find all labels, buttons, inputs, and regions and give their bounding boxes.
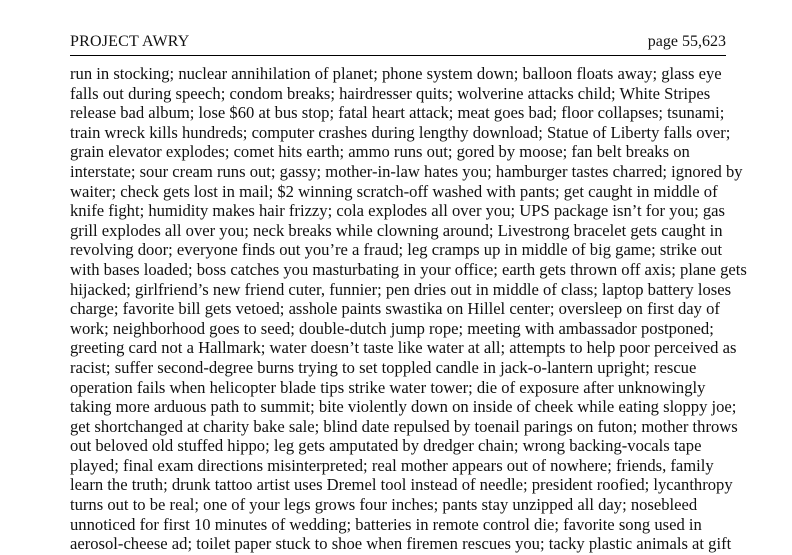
text-line: run in stocking; nuclear annihilation of planet; phone system down; balloon floats away; glass eye	[70, 64, 722, 83]
text-line: release bad album; lose $60 at bus stop; fatal heart attack; meat goes bad; floor collapses; tsunami;	[70, 103, 725, 123]
text-line: knife fight; humidity makes hair frizzy; cola explodes all over you; UPS package isn’t for you; gas	[70, 201, 725, 221]
text-line: waiter; check gets lost in mail; $2 winning scratch-off washed with pants; get caught in middle of	[70, 181, 718, 201]
text-line: get shortchanged at charity bake sale; blind date repulsed by toenail parings on futon; mother throws	[70, 416, 738, 436]
text-line: with bases loaded; boss catches you masturbating in your office; earth gets thrown off axis; plane gets	[70, 259, 747, 279]
text-line: train wreck kills hundreds; computer crashes during lengthy download; Statue of Liberty falls over;	[70, 122, 731, 142]
text-line: played; final exam directions misinterpreted; real mother appears out of nowhere; friends, family	[70, 455, 714, 475]
text-line: unnoticed for first 10 minutes of wedding; batteries in remote control die; favorite song used in	[70, 514, 702, 534]
header-title: PROJECT AWRY	[70, 33, 190, 50]
text-line: charge; favorite bill gets vetoed; asshole paints swastika on Hillel center; oversleep on first day of	[70, 299, 720, 319]
text-line: interstate; sour cream runs out; gassy; mother-in-law hates you; hamburger tastes charred; ignored by	[70, 161, 743, 181]
text-line: greeting card not a Hallmark; water doesn’t taste like water at all; attempts to help poor perceived as	[70, 338, 737, 358]
text-line: aerosol-cheese ad; toilet paper stuck to shoe when firemen rescues you; tacky plastic animals at gift	[70, 534, 732, 554]
text-line: operation fails when helicopter blade tips strike water tower; die of exposure after unknowingly	[70, 377, 706, 397]
page-header	[70, 31, 726, 56]
page-number: page 55,623	[647, 33, 726, 50]
text-line: taking more arduous path to summit; bite violently down on inside of cheek while eating sloppy joe;	[70, 397, 737, 417]
text-line: falls out during speech; condom breaks; hairdresser quits; wolverine attacks child; White Stripes	[70, 83, 711, 103]
text-line: racist; suffer second-degree burns trying to set toppled candle in jack-o-lantern upright; rescue	[70, 357, 697, 377]
text-line: hijacked; girlfriend’s new friend cuter, funnier; pen dries out in middle of class; laptop battery loses	[70, 279, 732, 299]
text-line: learn the truth; drunk tattoo artist uses Dremel tool instead of needle; president roofied; lycanthropy	[70, 475, 733, 495]
text-line: turns out to be real; one of your legs grows four inches; pants stay unzipped all day; nosebleed	[70, 495, 698, 515]
text-line: revolving door; everyone finds out you’re a fraud; leg cramps up in middle of big game; strike out	[70, 240, 723, 260]
text-line: out beloved old stuffed hippo; leg gets amputated by dredger chain; wrong backing-vocals tape	[70, 436, 702, 456]
text-line: work; neighborhood goes to seed; double-dutch jump rope; meeting with ambassador postponed;	[70, 318, 714, 338]
text-line: grain elevator explodes; comet hits earth; ammo runs out; gored by moose; fan belt breaks on	[70, 142, 690, 162]
body-text	[70, 64, 747, 554]
text-line: grill explodes all over you; neck breaks while clowning around; Livestrong bracelet gets caught in	[70, 220, 723, 240]
